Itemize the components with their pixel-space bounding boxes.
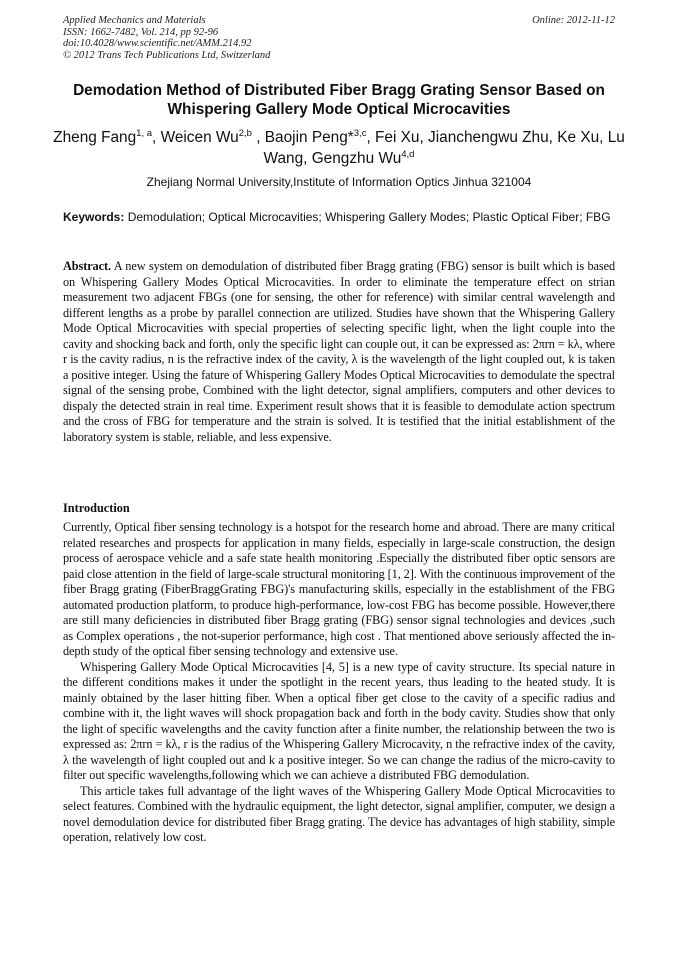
keywords-block (63, 210, 615, 226)
keywords-label: Keywords: (63, 210, 125, 224)
paper-title: Demodation Method of Distributed Fiber Bragg Grating Sensor Based on Whispering Gallery Mode Optical Microcavities (73, 82, 605, 118)
author-affil-mark: 2,b (238, 128, 252, 139)
author-affil-mark: 4,d (401, 149, 415, 160)
author-list (40, 127, 638, 169)
author-name: Zheng Fang (53, 129, 137, 146)
intro-paragraph-2: Whispering Gallery Mode Optical Microcavities [4, 5] is a new type of cavity structure. Its special nature in the different conditions makes it under the spotlight in the recent years, thus leading to the heated study. It is mainly obtained by the laser hitting fiber. When a optical fiber get close to the cavity of a specific radius and combine with it, the light waves will shock propagation back and forth in the body cavity. Studies show that only the light of specific wavelengths and the cavity function after a finite number, the relationship between the two is expressed as: 2πrn = kλ, r is the radius of the Whispering Gallery Microcavity, n the refractive index of the cavity, λ the wavelength of light coupled out and k a positive integer. So we can change the radius of the micro-cavity to filter out specific wavelengths,following which we can achieve a distributed FBG demodulation. (63, 659, 615, 782)
intro-paragraph-3: This article takes full advantage of the light waves of the Whispering Gallery Mode Optical Microcavities to select features. Combined with the hydraulic equipment, the light detector, signal amplifier, computer, we design a novel demodulation device for distributed fiber Bragg grating. The device has advantages of high stability, simple operation, relatively low cost. (63, 783, 615, 844)
abstract-block (63, 259, 615, 445)
doi-line: doi:10.4028/www.scientific.net/AMM.214.92 (63, 38, 252, 49)
keywords-text: Demodulation; Optical Microcavities; Whispering Gallery Modes; Plastic Optical Fiber; FBG (124, 210, 611, 224)
introduction-heading: Introduction (63, 501, 130, 515)
abstract-text: A new system on demodulation of distributed fiber Bragg grating (FBG) sensor is built which is based on Whispering Gallery Modes Optical Microcavities. In order to eliminate the temperature effect on strian measurement two adjacent FBGs (one for sensing, the other for reference) with similar central wavelength and different lengths as a probe by parallel connection are utilized. Studies have shown that the Whispering Gallery Mode Optical Microcavities with special properties of selecting specific light, when the light couple into the cavity and shocking back and forth, only the specific light can couple out, it can be expressed as: 2πrn = kλ, where r is the cavity radius, n is the refractive index of the cavity, λ is the wavelength of the light coupled out, k is taken a positive integer. Using the fature of Whispering Gallery Modes Optical Microcavities to demodulate the spectral signal of the sensing probe, Combined with the light detector, signal amplifiers, computers and other devices to dispaly the detected strain in real time. Experiment result shows that it is feasible to demodulate action spectrum and the cross of FBG for temperature and the strain is solved. It is testified that the initial establishment of the laboratory system is stable, reliable, and less expensive. (63, 259, 615, 444)
author-affil-mark: 1, a (136, 128, 153, 139)
abstract-label: Abstract. (63, 259, 111, 273)
journal-header (63, 15, 615, 61)
issn-line: ISSN: 1662-7482, Vol. 214, pp 92-96 (63, 26, 219, 38)
introduction-body (63, 520, 615, 846)
author-name: , Weicen Wu (152, 129, 239, 146)
online-date: Online: 2012-11-12 (532, 15, 615, 26)
author-affil-mark: 3,c (353, 128, 367, 139)
copyright-line: © 2012 Trans Tech Publications Ltd, Switzerland (63, 49, 271, 61)
affiliation: Zhejiang Normal University,Institute of Information Optics Jinhua 321004 (146, 175, 532, 189)
author-name: , Baojin Peng* (251, 129, 354, 146)
intro-paragraph-1: Currently, Optical fiber sensing technology is a hotspot for the research home and abroad. There are many critical related researches and prospects for application in many fields, especially in large-scale construction, the design process of aerospace vehicle and a safe state health monitoring .Especially the distributed fiber optic sensors are paid close attention in the field of large-scale structural monitoring [1, 2]. With the continuous improvement of the fiber Bragg grating (FiberBraggGrating FBG)'s manufacturing skills, especially in the establishment of the FBG automated production platform, to produce high-performance, low-cost FBG has become possible. However,there are still many deficiencies in distributed fiber Bragg grating (FBG) sensor signal technologies and devices ,such as Complex operations , the not-superior performance, high cost . That mentioned above seriously affected the in-depth study of the optical fiber sensing technology and extensive use. (63, 520, 615, 658)
author-name: , Fei Xu, Jianchengwu Zhu, Ke Xu, Lu Wang, Gengzhu Wu (263, 129, 625, 167)
journal-name: Applied Mechanics and Materials (63, 15, 206, 26)
